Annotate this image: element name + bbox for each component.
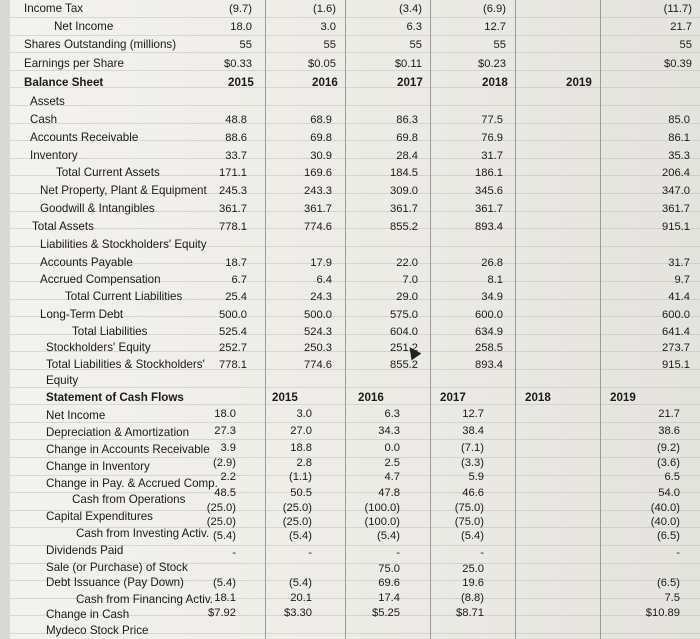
- cell-value: 22.0: [396, 257, 418, 269]
- row-divider: [10, 387, 700, 388]
- cell-value: 309.0: [390, 185, 418, 197]
- cell-value: (75.0): [454, 516, 484, 528]
- row-label: Inventory: [30, 149, 78, 162]
- cell-value: 6.5: [664, 471, 680, 483]
- year-header: 2017: [440, 391, 466, 404]
- row-label: Dividends Paid: [46, 544, 124, 557]
- cell-value: (1.1): [288, 471, 312, 483]
- column-divider: [265, 0, 266, 639]
- cell-value: 55: [239, 39, 252, 51]
- column-divider: [600, 0, 601, 639]
- row-label: Statement of Cash Flows: [46, 391, 184, 404]
- cell-value: 18.0: [230, 21, 252, 33]
- cell-value: 774.6: [304, 359, 332, 371]
- cell-value: 2.2: [220, 471, 236, 483]
- year-header: 2019: [566, 76, 592, 89]
- cell-value: 35.3: [668, 150, 690, 162]
- year-header: 2018: [482, 76, 508, 89]
- cell-value: 245.3: [219, 185, 247, 197]
- cell-value: (25.0): [206, 516, 236, 528]
- row-label: Change in Pay. & Accrued Comp.: [46, 477, 218, 490]
- row-label: Net Income: [46, 409, 106, 422]
- cell-value: 361.7: [662, 203, 690, 215]
- row-divider: [10, 17, 700, 18]
- cell-value: 641.4: [662, 326, 690, 338]
- cell-value: 18.7: [225, 257, 247, 269]
- row-divider: [10, 422, 700, 423]
- cell-value: (6.5): [656, 530, 680, 542]
- cell-value: (40.0): [650, 502, 680, 514]
- cell-value: 2.8: [296, 457, 312, 469]
- cell-value: -: [480, 547, 484, 559]
- cell-value: (5.4): [288, 530, 312, 542]
- cell-value: 17.4: [378, 592, 400, 604]
- cell-value: 85.0: [668, 114, 690, 126]
- row-label: Goodwill & Intangibles: [40, 202, 155, 215]
- cell-value: 4.7: [384, 471, 400, 483]
- row-label: Cash: [30, 113, 58, 126]
- row-label: Earnings per Share: [24, 57, 124, 70]
- year-header: 2018: [525, 391, 551, 404]
- cell-value: 34.3: [378, 425, 400, 437]
- row-divider: [10, 52, 700, 53]
- cell-value: 69.8: [396, 132, 418, 144]
- row-divider: [10, 105, 700, 106]
- cell-value: 184.5: [390, 167, 418, 179]
- cell-value: 634.9: [475, 326, 503, 338]
- cell-value: 252.7: [219, 342, 247, 354]
- cell-value: (3.4): [398, 3, 422, 15]
- cell-value: (8.8): [460, 592, 484, 604]
- row-label: Accrued Compensation: [40, 273, 161, 286]
- cell-value: 855.2: [390, 221, 418, 233]
- row-divider: [10, 228, 700, 229]
- cell-value: 77.5: [481, 114, 503, 126]
- cell-value: 2.5: [384, 457, 400, 469]
- cell-value: 3.0: [296, 408, 312, 420]
- year-header: 2015: [272, 391, 298, 404]
- cell-value: $0.23: [478, 58, 506, 70]
- cell-value: 69.8: [310, 132, 332, 144]
- cell-value: 3.0: [320, 21, 336, 33]
- row-label: Accounts Receivable: [30, 131, 139, 144]
- cell-value: (7.1): [460, 442, 484, 454]
- row-label: Depreciation & Amortization: [46, 426, 190, 439]
- cell-value: 76.9: [481, 132, 503, 144]
- cell-value: (5.4): [212, 577, 236, 589]
- cell-value: 347.0: [662, 185, 690, 197]
- cell-value: 34.9: [481, 291, 503, 303]
- row-label: Change in Inventory: [46, 460, 150, 473]
- cell-value: 6.7: [231, 274, 247, 286]
- row-label: Cash from Investing Activ.: [76, 527, 210, 540]
- cell-value: 600.0: [475, 309, 503, 321]
- cell-value: 250.3: [304, 342, 332, 354]
- row-label: Assets: [30, 95, 65, 108]
- cell-value: 361.7: [219, 203, 247, 215]
- cell-value: 88.6: [225, 132, 247, 144]
- row-label: Total Liabilities: [72, 325, 148, 338]
- cell-value: (5.4): [460, 530, 484, 542]
- cell-value: 33.7: [225, 150, 247, 162]
- cell-value: 86.3: [396, 114, 418, 126]
- cell-value: (9.7): [228, 3, 252, 15]
- cell-value: 55: [323, 39, 336, 51]
- cell-value: (6.9): [482, 3, 506, 15]
- cell-value: $8.71: [456, 607, 484, 619]
- row-label: Net Income: [54, 20, 114, 33]
- cell-value: 17.9: [310, 257, 332, 269]
- cell-value: 0.0: [384, 442, 400, 454]
- cell-value: -: [232, 547, 236, 559]
- cell-value: 18.8: [290, 442, 312, 454]
- cell-value: 524.3: [304, 326, 332, 338]
- cell-value: 251.2: [390, 342, 418, 354]
- cell-value: 273.7: [662, 342, 690, 354]
- row-label: Stockholders' Equity: [46, 341, 151, 354]
- cell-value: (1.6): [312, 3, 336, 15]
- cell-value: 18.0: [214, 408, 236, 420]
- row-label: Long-Term Debt: [40, 308, 124, 321]
- cell-value: 38.6: [658, 425, 680, 437]
- cell-value: (2.9): [212, 457, 236, 469]
- cell-value: (25.0): [282, 516, 312, 528]
- row-label: Net Property, Plant & Equipment: [40, 184, 207, 197]
- year-header: 2019: [610, 391, 636, 404]
- cell-value: 855.2: [390, 359, 418, 371]
- cell-value: -: [396, 547, 400, 559]
- row-divider: [10, 35, 700, 36]
- cell-value: (11.7): [663, 3, 692, 15]
- cell-value: 55: [493, 39, 506, 51]
- cell-value: 75.0: [378, 563, 400, 575]
- spreadsheet: [10, 0, 700, 639]
- row-label: Income Tax: [24, 2, 84, 15]
- cell-value: 31.7: [668, 257, 690, 269]
- cell-value: 604.0: [390, 326, 418, 338]
- cell-value: 69.6: [378, 577, 400, 589]
- cell-value: 915.1: [662, 221, 690, 233]
- cell-value: 778.1: [219, 359, 247, 371]
- cell-value: 9.7: [674, 274, 690, 286]
- cell-value: 3.9: [220, 442, 236, 454]
- cell-value: (3.3): [460, 457, 484, 469]
- row-label: Total Liabilities & Stockholders': [46, 358, 205, 371]
- cell-value: (25.0): [206, 502, 236, 514]
- row-label: Liabilities & Stockholders' Equity: [40, 238, 207, 251]
- cell-value: $0.39: [664, 58, 692, 70]
- row-divider: [10, 158, 700, 159]
- cell-value: 19.6: [462, 577, 484, 589]
- cell-value: $10.89: [645, 607, 680, 619]
- row-label: Equity: [46, 374, 79, 387]
- cell-value: (100.0): [364, 502, 400, 514]
- cell-value: 28.4: [396, 150, 418, 162]
- row-label: Capital Expenditures: [46, 510, 153, 523]
- cell-value: 525.4: [219, 326, 247, 338]
- row-label: Cash from Financing Activ.: [76, 593, 214, 606]
- cell-value: 29.0: [396, 291, 418, 303]
- cell-value: 6.3: [384, 408, 400, 420]
- cell-value: (9.2): [656, 442, 680, 454]
- row-label: Debt Issuance (Pay Down): [46, 576, 184, 589]
- cell-value: 25.0: [462, 563, 484, 575]
- cell-value: 6.3: [406, 21, 422, 33]
- cell-value: (75.0): [454, 502, 484, 514]
- cell-value: (40.0): [650, 516, 680, 528]
- cell-value: 18.1: [214, 592, 236, 604]
- cell-value: 21.7: [670, 21, 692, 33]
- cell-value: $0.33: [224, 58, 252, 70]
- column-divider: [515, 0, 516, 639]
- cell-value: 86.1: [668, 132, 690, 144]
- cell-value: (5.4): [212, 530, 236, 542]
- cell-value: 500.0: [219, 309, 247, 321]
- cell-value: 12.7: [484, 21, 506, 33]
- row-label: Change in Accounts Receivable: [46, 443, 210, 456]
- year-header: 2016: [312, 76, 338, 89]
- cell-value: 21.7: [658, 408, 680, 420]
- cell-value: 27.3: [214, 425, 236, 437]
- cell-value: -: [676, 547, 680, 559]
- cell-value: 27.0: [290, 425, 312, 437]
- cell-value: 47.8: [378, 487, 400, 499]
- row-label: Shares Outstanding (millions): [24, 38, 177, 51]
- cell-value: $7.92: [208, 607, 236, 619]
- cell-value: 169.6: [304, 167, 332, 179]
- row-label: Change in Cash: [46, 608, 130, 621]
- row-divider: [10, 87, 700, 88]
- cell-value: 778.1: [219, 221, 247, 233]
- row-label: Balance Sheet: [24, 76, 104, 89]
- cell-value: (6.5): [656, 577, 680, 589]
- row-divider: [10, 123, 700, 124]
- cell-value: (5.4): [288, 577, 312, 589]
- row-label: Mydeco Stock Price: [46, 624, 149, 637]
- cell-value: 361.7: [304, 203, 332, 215]
- cell-value: 55: [409, 39, 422, 51]
- cell-value: 500.0: [304, 309, 332, 321]
- cell-value: $0.11: [394, 58, 422, 70]
- cell-value: 171.1: [219, 167, 247, 179]
- cell-value: (3.6): [656, 457, 680, 469]
- cell-value: 12.7: [462, 408, 484, 420]
- cell-value: 243.3: [304, 185, 332, 197]
- cell-value: 7.0: [402, 274, 418, 286]
- cell-value: 48.5: [214, 487, 236, 499]
- cell-value: 600.0: [662, 309, 690, 321]
- cell-value: 24.3: [310, 291, 332, 303]
- cell-value: 258.5: [475, 342, 503, 354]
- cell-value: 5.9: [468, 471, 484, 483]
- cell-value: 31.7: [481, 150, 503, 162]
- cell-value: 48.8: [225, 114, 247, 126]
- row-label: Cash from Operations: [72, 493, 186, 506]
- cell-value: (5.4): [376, 530, 400, 542]
- cell-value: 361.7: [475, 203, 503, 215]
- cell-value: 6.4: [316, 274, 332, 286]
- year-header: 2017: [397, 76, 423, 89]
- cell-value: 206.4: [662, 167, 690, 179]
- cell-value: 55: [679, 39, 692, 51]
- column-divider: [430, 0, 431, 639]
- cell-value: 345.6: [475, 185, 503, 197]
- cell-value: 893.4: [475, 221, 503, 233]
- cell-value: 7.5: [664, 592, 680, 604]
- cell-value: 46.6: [462, 487, 484, 499]
- cell-value: 26.8: [481, 257, 503, 269]
- cell-value: 575.0: [390, 309, 418, 321]
- cell-value: 20.1: [290, 592, 312, 604]
- year-header: 2015: [228, 76, 254, 89]
- row-label: Sale (or Purchase) of Stock: [46, 561, 188, 574]
- cell-value: 54.0: [658, 487, 680, 499]
- row-label: Total Current Assets: [56, 166, 160, 179]
- cell-value: (25.0): [282, 502, 312, 514]
- cell-value: 30.9: [310, 150, 332, 162]
- cell-value: 915.1: [662, 359, 690, 371]
- cell-value: 8.1: [487, 274, 503, 286]
- cell-value: 893.4: [475, 359, 503, 371]
- row-label: Total Assets: [32, 220, 94, 233]
- cell-value: 50.5: [290, 487, 312, 499]
- column-divider: [345, 0, 346, 639]
- cell-value: 25.4: [225, 291, 247, 303]
- cell-value: -: [308, 547, 312, 559]
- cell-value: $5.25: [372, 607, 400, 619]
- cell-value: 361.7: [390, 203, 418, 215]
- cell-value: 38.4: [462, 425, 484, 437]
- cell-value: 774.6: [304, 221, 332, 233]
- cell-value: $0.05: [308, 58, 336, 70]
- cell-value: 41.4: [668, 291, 690, 303]
- row-label: Total Current Liabilities: [65, 290, 183, 303]
- year-header: 2016: [358, 391, 384, 404]
- cell-value: 186.1: [475, 167, 503, 179]
- cell-value: $3.30: [284, 607, 312, 619]
- cell-value: 68.9: [310, 114, 332, 126]
- row-label: Accounts Payable: [40, 256, 133, 269]
- cell-value: (100.0): [364, 516, 400, 528]
